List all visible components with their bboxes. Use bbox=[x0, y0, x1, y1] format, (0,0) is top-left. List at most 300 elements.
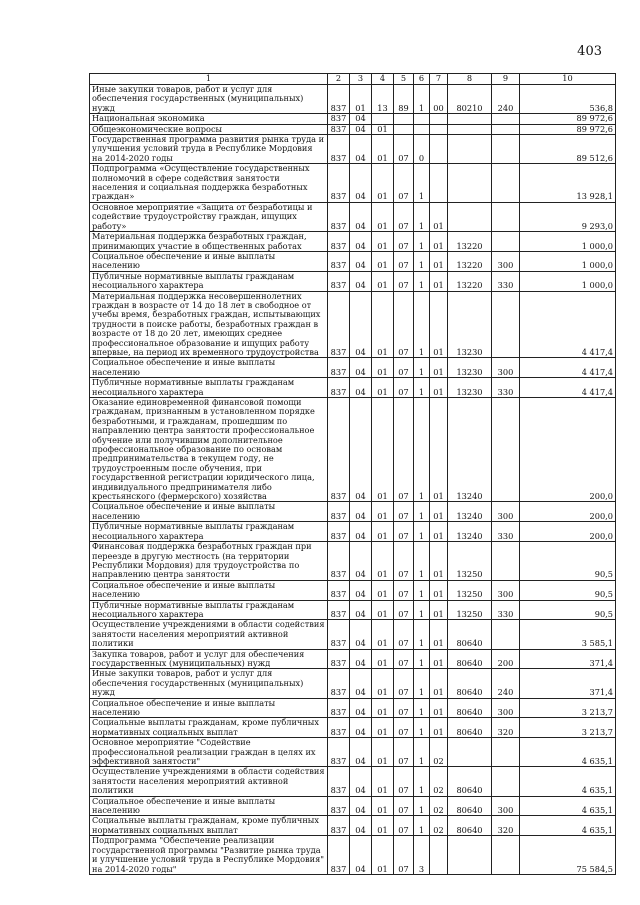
row-code-cell: 01 bbox=[372, 291, 394, 358]
row-code-cell: 01 bbox=[372, 522, 394, 542]
row-code-cell: 837 bbox=[328, 620, 350, 649]
row-code-cell: 01 bbox=[372, 232, 394, 252]
row-code-cell: 01 bbox=[372, 124, 394, 134]
row-code-cell: 07 bbox=[394, 796, 414, 816]
table-row bbox=[90, 271, 616, 291]
row-code-cell: 07 bbox=[394, 669, 414, 698]
row-sum-cell: 371,4 bbox=[520, 669, 616, 698]
row-code-cell bbox=[430, 164, 448, 203]
row-code-cell: 07 bbox=[394, 522, 414, 542]
row-sum-cell: 89 512,6 bbox=[520, 135, 616, 164]
row-code-cell: 01 bbox=[430, 649, 448, 669]
row-code-cell: 04 bbox=[350, 358, 372, 378]
row-sum-cell: 536,8 bbox=[520, 85, 616, 114]
row-name-cell: Иные закупки товаров, работ и услуг для обеспечения государственных (муниципальных) нужд bbox=[90, 85, 328, 114]
row-name-cell: Материальная поддержка безработных граждан, принимающих участие в общественных работах bbox=[90, 232, 328, 252]
row-name-cell: Осуществление учреждениями в области содействия занятости населения мероприятий активной политики bbox=[90, 767, 328, 796]
row-code-cell bbox=[430, 135, 448, 164]
row-code-cell: 01 bbox=[372, 620, 394, 649]
row-name-cell: Социальное обеспечение и иные выплаты населению bbox=[90, 698, 328, 718]
row-code-cell: 837 bbox=[328, 738, 350, 767]
row-sum-cell: 4 417,4 bbox=[520, 291, 616, 358]
row-code-cell bbox=[492, 398, 520, 502]
row-code-cell: 837 bbox=[328, 836, 350, 875]
row-code-cell: 837 bbox=[328, 522, 350, 542]
row-code-cell: 01 bbox=[372, 718, 394, 738]
row-code-cell: 80640 bbox=[448, 767, 492, 796]
row-code-cell: 04 bbox=[350, 291, 372, 358]
row-code-cell: 300 bbox=[492, 251, 520, 271]
row-code-cell: 300 bbox=[492, 796, 520, 816]
row-code-cell: 01 bbox=[372, 398, 394, 502]
row-code-cell: 80640 bbox=[448, 620, 492, 649]
row-code-cell: 837 bbox=[328, 767, 350, 796]
row-code-cell: 300 bbox=[492, 502, 520, 522]
row-code-cell bbox=[492, 135, 520, 164]
row-name-cell: Осуществление учреждениями в области содействия занятости населения мероприятий активной политики bbox=[90, 620, 328, 649]
table-row bbox=[90, 580, 616, 600]
row-sum-cell: 89 972,6 bbox=[520, 114, 616, 124]
table-row bbox=[90, 738, 616, 767]
row-code-cell: 837 bbox=[328, 232, 350, 252]
row-code-cell bbox=[448, 164, 492, 203]
row-code-cell: 80640 bbox=[448, 816, 492, 836]
row-code-cell: 1 bbox=[414, 202, 430, 231]
table-row bbox=[90, 836, 616, 875]
row-name-cell: Подпрограмма «Осуществление государственных полномочий в сфере содействия занятости населения и социальная поддержка безработных граждан» bbox=[90, 164, 328, 203]
row-code-cell: 04 bbox=[350, 378, 372, 398]
row-sum-cell: 371,4 bbox=[520, 649, 616, 669]
row-code-cell: 837 bbox=[328, 378, 350, 398]
row-name-cell: Материальная поддержка несовершеннолетних граждан в возрасте от 14 до 18 лет в свободное от учебы время, безработных граждан, испытывающих трудности в поиске работы, безработных граждан в возрасте от 18 до 20 лет, имеющих среднее профессиональное образование и ищущих работу впервые, на период их временного трудоустройства bbox=[90, 291, 328, 358]
row-code-cell: 02 bbox=[430, 767, 448, 796]
row-code-cell: 837 bbox=[328, 164, 350, 203]
table-row bbox=[90, 135, 616, 164]
row-code-cell: 01 bbox=[430, 580, 448, 600]
row-code-cell: 01 bbox=[372, 135, 394, 164]
row-name-cell: Государственная программа развития рынка труда и улучшения условий труда в Республике Мордовия на 2014-2020 годы bbox=[90, 135, 328, 164]
row-name-cell: Публичные нормативные выплаты гражданам несоциального характера bbox=[90, 378, 328, 398]
row-code-cell: 80640 bbox=[448, 796, 492, 816]
row-code-cell: 04 bbox=[350, 698, 372, 718]
row-code-cell: 330 bbox=[492, 378, 520, 398]
row-code-cell bbox=[448, 738, 492, 767]
row-code-cell: 01 bbox=[430, 378, 448, 398]
header-cell: 7 bbox=[430, 74, 448, 85]
row-code-cell: 837 bbox=[328, 796, 350, 816]
row-code-cell: 04 bbox=[350, 796, 372, 816]
header-cell: 8 bbox=[448, 74, 492, 85]
row-code-cell: 07 bbox=[394, 232, 414, 252]
row-code-cell bbox=[414, 114, 430, 124]
row-code-cell: 01 bbox=[372, 580, 394, 600]
row-code-cell: 02 bbox=[430, 738, 448, 767]
row-code-cell: 300 bbox=[492, 358, 520, 378]
row-code-cell bbox=[448, 202, 492, 231]
row-code-cell: 01 bbox=[430, 398, 448, 502]
row-sum-cell: 200,0 bbox=[520, 502, 616, 522]
row-code-cell: 330 bbox=[492, 522, 520, 542]
row-code-cell: 1 bbox=[414, 738, 430, 767]
row-code-cell: 01 bbox=[430, 620, 448, 649]
row-code-cell bbox=[492, 124, 520, 134]
row-sum-cell: 4 635,1 bbox=[520, 816, 616, 836]
row-sum-cell: 3 213,7 bbox=[520, 698, 616, 718]
header-cell: 6 bbox=[414, 74, 430, 85]
table-header-row bbox=[90, 74, 616, 85]
row-code-cell: 1 bbox=[414, 542, 430, 581]
row-sum-cell: 3 585,1 bbox=[520, 620, 616, 649]
row-code-cell: 837 bbox=[328, 358, 350, 378]
row-code-cell: 0 bbox=[414, 135, 430, 164]
row-code-cell: 07 bbox=[394, 502, 414, 522]
row-code-cell: 01 bbox=[430, 502, 448, 522]
row-code-cell: 07 bbox=[394, 767, 414, 796]
row-code-cell: 01 bbox=[372, 698, 394, 718]
row-code-cell: 01 bbox=[430, 522, 448, 542]
row-code-cell: 01 bbox=[430, 542, 448, 581]
row-code-cell: 07 bbox=[394, 164, 414, 203]
table-row bbox=[90, 502, 616, 522]
row-code-cell: 837 bbox=[328, 502, 350, 522]
row-code-cell: 07 bbox=[394, 202, 414, 231]
header-cell: 4 bbox=[372, 74, 394, 85]
row-code-cell: 01 bbox=[372, 164, 394, 203]
page-number: 403 bbox=[577, 44, 602, 59]
row-code-cell: 07 bbox=[394, 135, 414, 164]
row-code-cell: 1 bbox=[414, 718, 430, 738]
row-code-cell: 07 bbox=[394, 718, 414, 738]
table-row bbox=[90, 124, 616, 134]
row-sum-cell: 1 000,0 bbox=[520, 271, 616, 291]
row-name-cell: Финансовая поддержка безработных граждан при переезде в другую местность (на территории Республики Мордовия) для трудоустройства по направлению центра занятости bbox=[90, 542, 328, 581]
table-row bbox=[90, 398, 616, 502]
row-code-cell: 80640 bbox=[448, 669, 492, 698]
table-row bbox=[90, 718, 616, 738]
row-name-cell: Публичные нормативные выплаты гражданам несоциального характера bbox=[90, 522, 328, 542]
row-code-cell bbox=[430, 124, 448, 134]
row-code-cell: 13220 bbox=[448, 271, 492, 291]
row-code-cell: 01 bbox=[372, 358, 394, 378]
row-code-cell: 1 bbox=[414, 164, 430, 203]
row-sum-cell: 1 000,0 bbox=[520, 251, 616, 271]
row-code-cell: 1 bbox=[414, 580, 430, 600]
header-cell: 1 bbox=[90, 74, 328, 85]
row-code-cell: 1 bbox=[414, 358, 430, 378]
row-code-cell: 1 bbox=[414, 271, 430, 291]
row-code-cell: 07 bbox=[394, 291, 414, 358]
table-row bbox=[90, 767, 616, 796]
table-row bbox=[90, 164, 616, 203]
row-code-cell: 04 bbox=[350, 164, 372, 203]
row-code-cell: 07 bbox=[394, 580, 414, 600]
row-name-cell: Социальное обеспечение и иные выплаты населению bbox=[90, 580, 328, 600]
row-code-cell: 04 bbox=[350, 522, 372, 542]
row-sum-cell: 75 584,5 bbox=[520, 836, 616, 875]
row-code-cell: 02 bbox=[430, 796, 448, 816]
row-code-cell: 1 bbox=[414, 669, 430, 698]
row-code-cell: 330 bbox=[492, 600, 520, 620]
row-code-cell bbox=[492, 114, 520, 124]
row-code-cell: 01 bbox=[372, 542, 394, 581]
row-code-cell: 01 bbox=[372, 816, 394, 836]
row-code-cell: 240 bbox=[492, 85, 520, 114]
row-code-cell bbox=[394, 114, 414, 124]
row-code-cell: 1 bbox=[414, 796, 430, 816]
row-code-cell: 320 bbox=[492, 718, 520, 738]
row-code-cell: 1 bbox=[414, 620, 430, 649]
row-code-cell: 13250 bbox=[448, 600, 492, 620]
row-code-cell bbox=[492, 232, 520, 252]
row-code-cell: 04 bbox=[350, 767, 372, 796]
row-code-cell: 04 bbox=[350, 124, 372, 134]
row-sum-cell: 4 635,1 bbox=[520, 796, 616, 816]
row-code-cell: 04 bbox=[350, 718, 372, 738]
row-code-cell: 07 bbox=[394, 398, 414, 502]
row-code-cell: 07 bbox=[394, 358, 414, 378]
row-sum-cell: 4 417,4 bbox=[520, 378, 616, 398]
row-code-cell: 13240 bbox=[448, 502, 492, 522]
row-name-cell: Социальное обеспечение и иные выплаты населению bbox=[90, 502, 328, 522]
row-code-cell: 04 bbox=[350, 202, 372, 231]
row-code-cell bbox=[492, 164, 520, 203]
table-row bbox=[90, 202, 616, 231]
row-code-cell: 1 bbox=[414, 522, 430, 542]
row-code-cell: 01 bbox=[430, 232, 448, 252]
row-code-cell: 01 bbox=[350, 85, 372, 114]
row-code-cell: 300 bbox=[492, 698, 520, 718]
row-code-cell: 80640 bbox=[448, 718, 492, 738]
table-row bbox=[90, 114, 616, 124]
row-code-cell bbox=[448, 124, 492, 134]
row-sum-cell: 4 635,1 bbox=[520, 767, 616, 796]
row-code-cell: 04 bbox=[350, 232, 372, 252]
row-code-cell: 01 bbox=[372, 600, 394, 620]
table-row bbox=[90, 251, 616, 271]
header-cell: 3 bbox=[350, 74, 372, 85]
row-sum-cell: 90,5 bbox=[520, 580, 616, 600]
row-code-cell: 837 bbox=[328, 816, 350, 836]
row-code-cell: 01 bbox=[430, 698, 448, 718]
row-code-cell: 80210 bbox=[448, 85, 492, 114]
row-code-cell: 07 bbox=[394, 542, 414, 581]
row-name-cell: Социальное обеспечение и иные выплаты населению bbox=[90, 251, 328, 271]
row-code-cell: 01 bbox=[430, 600, 448, 620]
row-code-cell: 07 bbox=[394, 738, 414, 767]
row-code-cell bbox=[492, 202, 520, 231]
header-cell: 10 bbox=[520, 74, 616, 85]
row-code-cell: 01 bbox=[372, 378, 394, 398]
table-row bbox=[90, 698, 616, 718]
table-row bbox=[90, 85, 616, 114]
row-code-cell: 01 bbox=[372, 796, 394, 816]
row-code-cell: 200 bbox=[492, 649, 520, 669]
row-code-cell bbox=[414, 124, 430, 134]
row-sum-cell: 1 000,0 bbox=[520, 232, 616, 252]
row-code-cell: 04 bbox=[350, 600, 372, 620]
row-code-cell: 02 bbox=[430, 816, 448, 836]
row-code-cell: 04 bbox=[350, 816, 372, 836]
row-sum-cell: 200,0 bbox=[520, 522, 616, 542]
table-row bbox=[90, 620, 616, 649]
row-code-cell bbox=[492, 836, 520, 875]
row-code-cell: 13250 bbox=[448, 542, 492, 581]
row-sum-cell: 90,5 bbox=[520, 600, 616, 620]
row-code-cell: 01 bbox=[372, 767, 394, 796]
row-code-cell bbox=[372, 114, 394, 124]
table-row bbox=[90, 816, 616, 836]
row-code-cell: 837 bbox=[328, 542, 350, 581]
row-code-cell: 01 bbox=[372, 836, 394, 875]
row-code-cell: 330 bbox=[492, 271, 520, 291]
row-code-cell: 837 bbox=[328, 600, 350, 620]
row-code-cell: 04 bbox=[350, 649, 372, 669]
row-code-cell: 04 bbox=[350, 114, 372, 124]
row-name-cell: Оказание единовременной финансовой помощи гражданам, признанным в установленном порядке безработными, и гражданам, прошедшим по направлению центра занятости профессиональное обучение или получившим дополнительное профессиональное образование по основам предпринимательства в текущем году, не трудоустроенным после обучения, при государственной регистрации юридического лица, индивидуального предпринимателя либо крестьянского (фермерского) хозяйства bbox=[90, 398, 328, 502]
row-code-cell: 01 bbox=[372, 502, 394, 522]
row-code-cell bbox=[492, 542, 520, 581]
row-code-cell: 1 bbox=[414, 85, 430, 114]
row-code-cell: 01 bbox=[372, 738, 394, 767]
row-code-cell: 04 bbox=[350, 502, 372, 522]
row-code-cell: 89 bbox=[394, 85, 414, 114]
header-cell: 2 bbox=[328, 74, 350, 85]
row-code-cell: 07 bbox=[394, 698, 414, 718]
row-code-cell: 13230 bbox=[448, 378, 492, 398]
row-code-cell: 04 bbox=[350, 836, 372, 875]
row-sum-cell: 9 293,0 bbox=[520, 202, 616, 231]
row-name-cell: Закупка товаров, работ и услуг для обеспечения государственных (муниципальных) нужд bbox=[90, 649, 328, 669]
row-code-cell: 01 bbox=[372, 202, 394, 231]
row-name-cell: Национальная экономика bbox=[90, 114, 328, 124]
row-code-cell bbox=[394, 124, 414, 134]
row-name-cell: Социальное обеспечение и иные выплаты населению bbox=[90, 358, 328, 378]
header-cell: 9 bbox=[492, 74, 520, 85]
row-code-cell: 13220 bbox=[448, 251, 492, 271]
row-code-cell bbox=[448, 836, 492, 875]
row-code-cell: 07 bbox=[394, 600, 414, 620]
row-name-cell: Основное мероприятие «Защита от безработицы и содействие трудоустройству граждан, ищущих работу» bbox=[90, 202, 328, 231]
row-name-cell: Социальные выплаты гражданам, кроме публичных нормативных социальных выплат bbox=[90, 816, 328, 836]
row-code-cell: 13250 bbox=[448, 580, 492, 600]
row-name-cell: Социальные выплаты гражданам, кроме публичных нормативных социальных выплат bbox=[90, 718, 328, 738]
row-code-cell: 04 bbox=[350, 135, 372, 164]
row-code-cell: 01 bbox=[430, 251, 448, 271]
row-code-cell: 07 bbox=[394, 649, 414, 669]
row-sum-cell: 4 635,1 bbox=[520, 738, 616, 767]
row-code-cell: 07 bbox=[394, 620, 414, 649]
row-code-cell: 04 bbox=[350, 271, 372, 291]
row-code-cell: 07 bbox=[394, 816, 414, 836]
row-code-cell: 07 bbox=[394, 271, 414, 291]
row-code-cell: 1 bbox=[414, 767, 430, 796]
row-code-cell: 80640 bbox=[448, 649, 492, 669]
row-code-cell: 1 bbox=[414, 816, 430, 836]
row-code-cell: 300 bbox=[492, 580, 520, 600]
row-code-cell: 837 bbox=[328, 114, 350, 124]
row-code-cell: 01 bbox=[372, 669, 394, 698]
row-code-cell: 837 bbox=[328, 124, 350, 134]
row-name-cell: Иные закупки товаров, работ и услуг для обеспечения государственных (муниципальных) нужд bbox=[90, 669, 328, 698]
table-row bbox=[90, 232, 616, 252]
row-code-cell: 01 bbox=[372, 251, 394, 271]
row-code-cell: 04 bbox=[350, 542, 372, 581]
row-code-cell: 837 bbox=[328, 718, 350, 738]
row-name-cell: Публичные нормативные выплаты гражданам несоциального характера bbox=[90, 271, 328, 291]
row-code-cell: 837 bbox=[328, 669, 350, 698]
row-code-cell: 13 bbox=[372, 85, 394, 114]
table-row bbox=[90, 522, 616, 542]
row-code-cell: 240 bbox=[492, 669, 520, 698]
row-code-cell: 1 bbox=[414, 502, 430, 522]
row-code-cell: 04 bbox=[350, 580, 372, 600]
row-code-cell: 01 bbox=[430, 669, 448, 698]
row-sum-cell: 200,0 bbox=[520, 398, 616, 502]
table-row bbox=[90, 358, 616, 378]
table-row bbox=[90, 669, 616, 698]
row-code-cell: 04 bbox=[350, 738, 372, 767]
table-row bbox=[90, 649, 616, 669]
row-code-cell: 1 bbox=[414, 232, 430, 252]
row-sum-cell: 3 213,7 bbox=[520, 718, 616, 738]
row-code-cell: 13230 bbox=[448, 358, 492, 378]
row-code-cell: 1 bbox=[414, 649, 430, 669]
table-row bbox=[90, 378, 616, 398]
row-code-cell bbox=[430, 114, 448, 124]
row-code-cell: 837 bbox=[328, 649, 350, 669]
table-row bbox=[90, 796, 616, 816]
row-code-cell: 13230 bbox=[448, 291, 492, 358]
row-code-cell: 04 bbox=[350, 251, 372, 271]
row-name-cell: Социальное обеспечение и иные выплаты населению bbox=[90, 796, 328, 816]
row-code-cell: 837 bbox=[328, 251, 350, 271]
row-name-cell: Подпрограмма "Обеспечение реализации государственной программы "Развитие рынка труда и улучшение условий труда в Республике Мордовия" на 2014-2020 годы" bbox=[90, 836, 328, 875]
row-code-cell: 04 bbox=[350, 620, 372, 649]
row-code-cell bbox=[448, 135, 492, 164]
row-code-cell: 1 bbox=[414, 600, 430, 620]
row-code-cell: 837 bbox=[328, 202, 350, 231]
row-sum-cell: 90,5 bbox=[520, 542, 616, 581]
row-code-cell: 837 bbox=[328, 291, 350, 358]
row-code-cell: 1 bbox=[414, 291, 430, 358]
row-code-cell: 00 bbox=[430, 85, 448, 114]
table-row bbox=[90, 600, 616, 620]
row-code-cell: 320 bbox=[492, 816, 520, 836]
table-row bbox=[90, 542, 616, 581]
row-code-cell: 07 bbox=[394, 836, 414, 875]
row-name-cell: Публичные нормативные выплаты гражданам несоциального характера bbox=[90, 600, 328, 620]
row-code-cell: 01 bbox=[430, 202, 448, 231]
row-code-cell: 1 bbox=[414, 378, 430, 398]
row-code-cell: 837 bbox=[328, 398, 350, 502]
row-code-cell: 837 bbox=[328, 271, 350, 291]
row-code-cell bbox=[492, 291, 520, 358]
row-code-cell: 04 bbox=[350, 398, 372, 502]
row-code-cell bbox=[492, 738, 520, 767]
row-code-cell: 01 bbox=[430, 271, 448, 291]
row-sum-cell: 4 417,4 bbox=[520, 358, 616, 378]
row-code-cell: 13240 bbox=[448, 522, 492, 542]
row-code-cell bbox=[448, 114, 492, 124]
row-code-cell: 1 bbox=[414, 251, 430, 271]
row-sum-cell: 13 928,1 bbox=[520, 164, 616, 203]
row-code-cell: 13240 bbox=[448, 398, 492, 502]
row-code-cell: 01 bbox=[372, 271, 394, 291]
row-code-cell: 837 bbox=[328, 698, 350, 718]
row-code-cell bbox=[492, 620, 520, 649]
row-code-cell: 3 bbox=[414, 836, 430, 875]
row-name-cell: Основное мероприятие "Содействие профессиональной реализации граждан в целях их эффективной занятости" bbox=[90, 738, 328, 767]
